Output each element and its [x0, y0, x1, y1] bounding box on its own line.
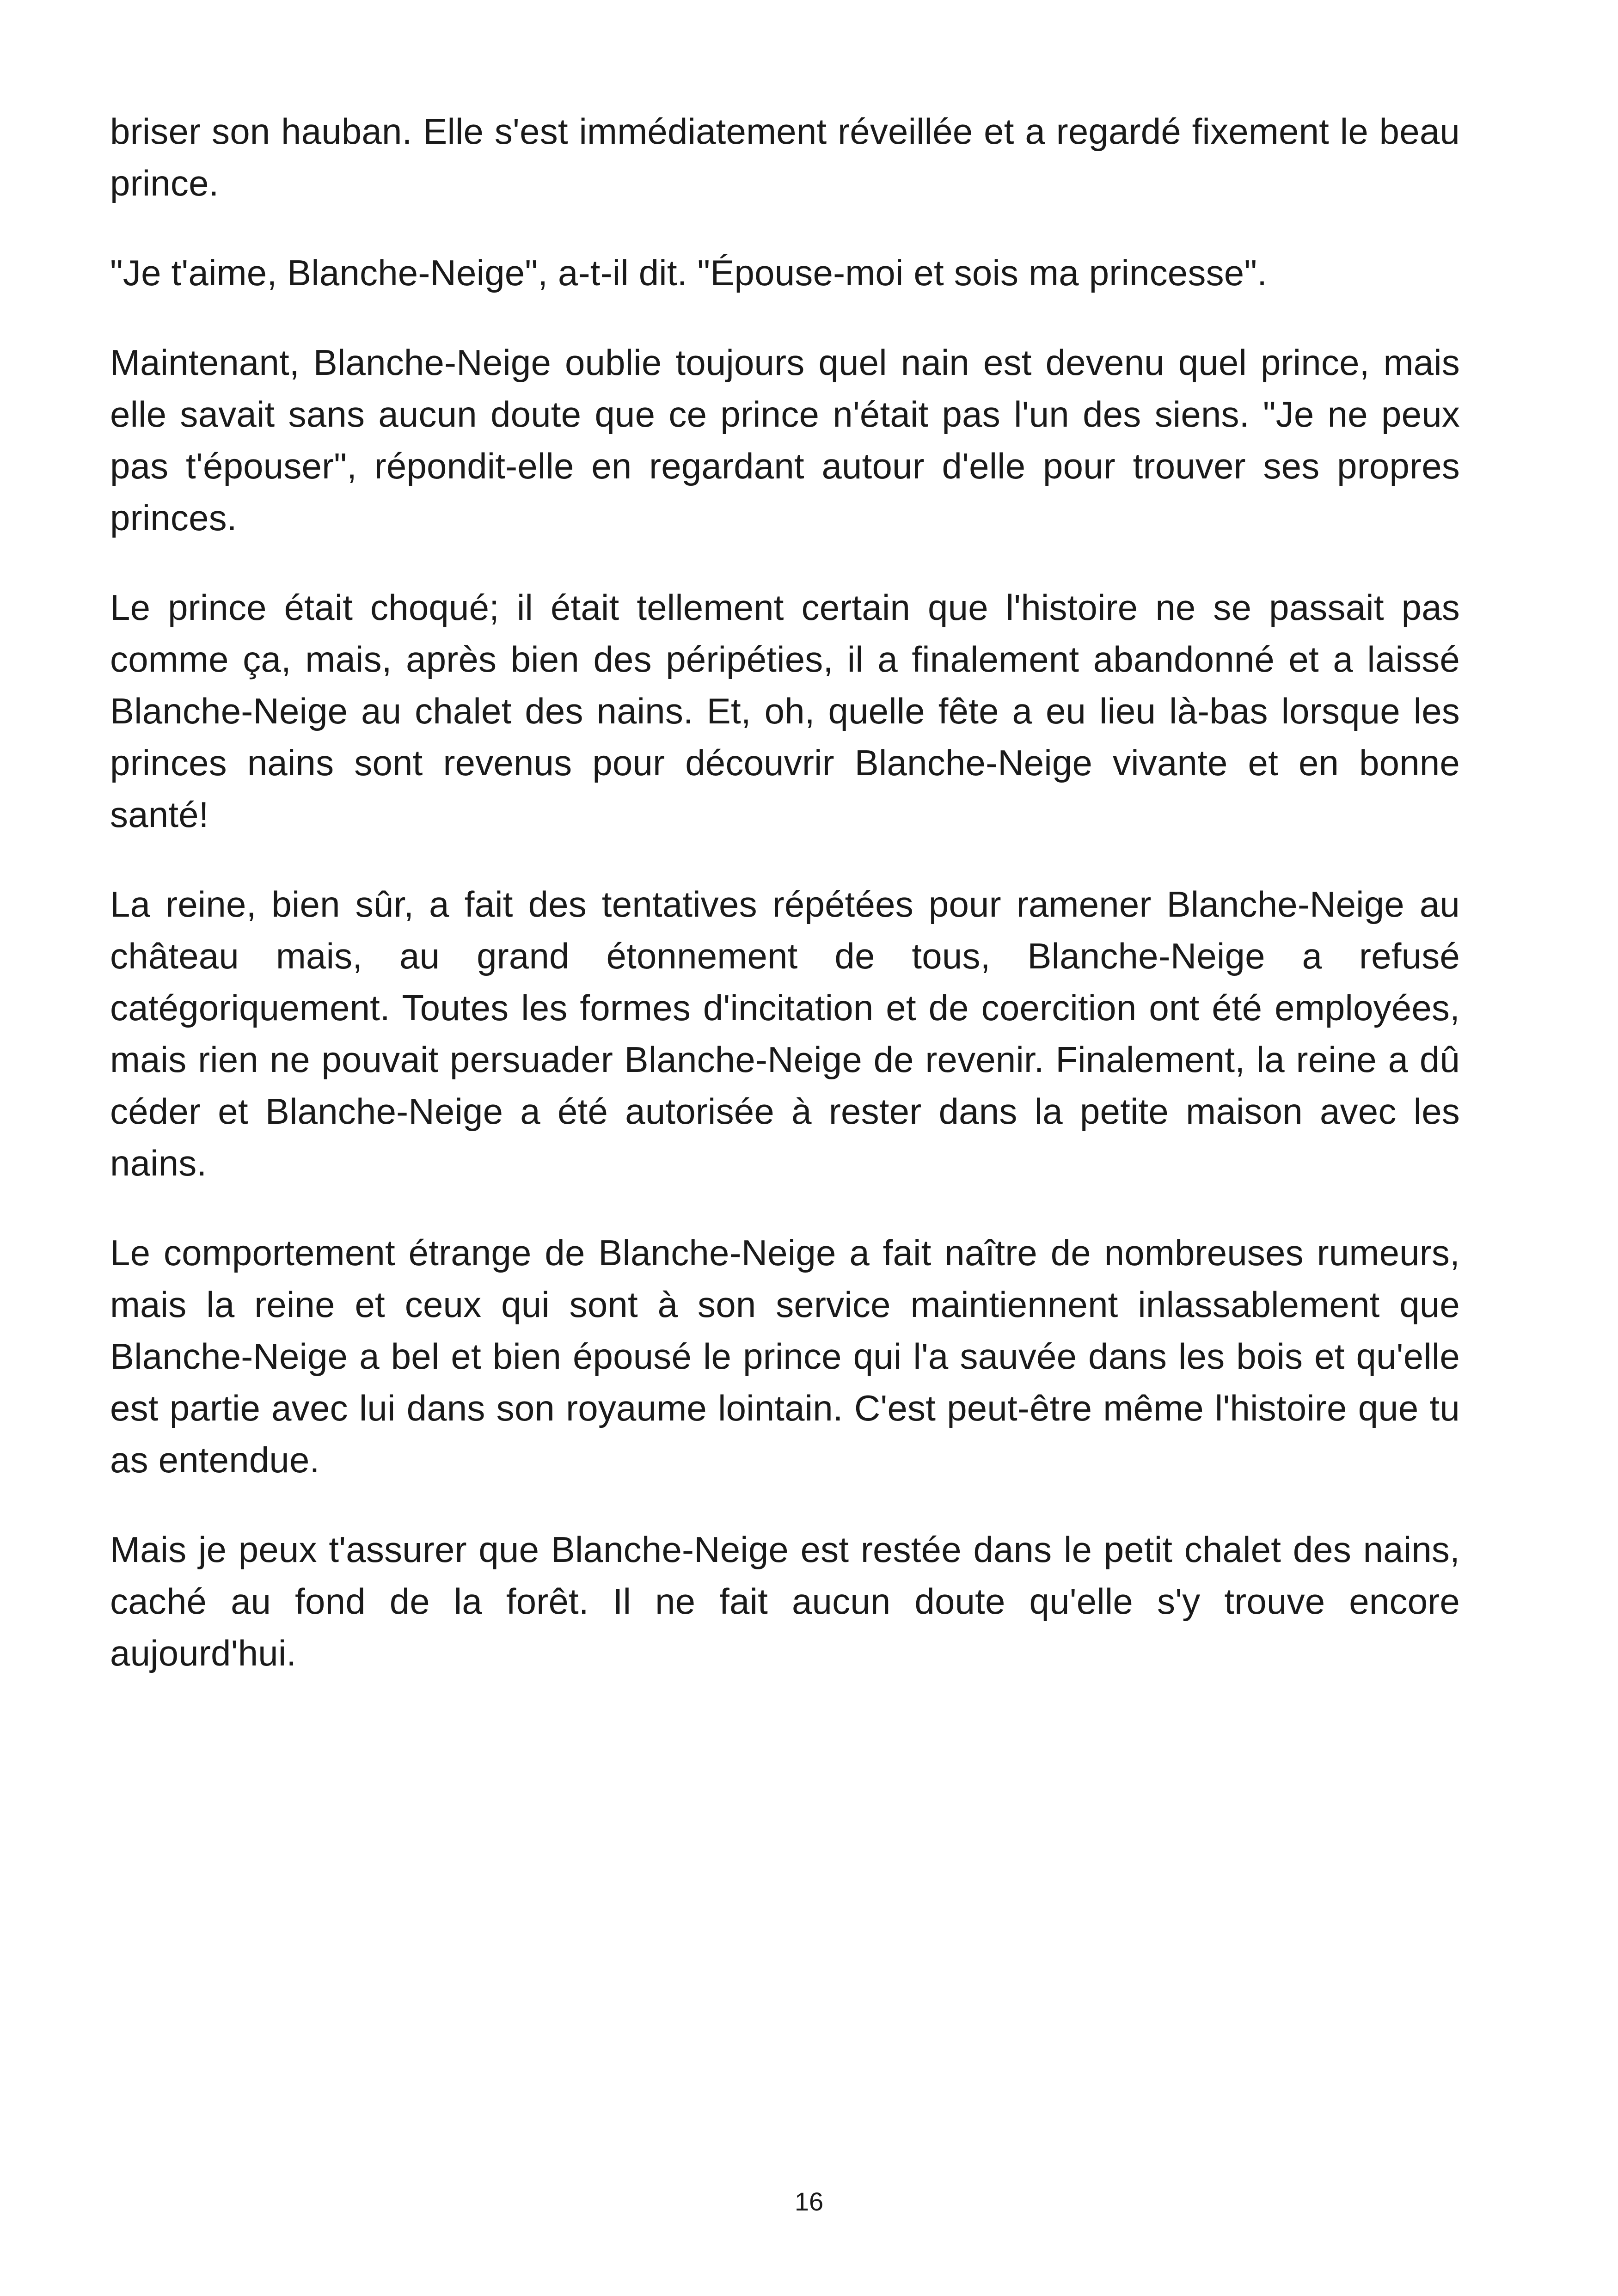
paragraph-7: Mais je peux t'assurer que Blanche-Neige est restée dans le petit chalet des nains, caché au fond de la forêt. Il ne fait aucun doute qu'elle s'y trouve encore aujourd'hui. — [110, 1529, 1460, 1673]
paragraph-4: Le prince était choqué; il était tellement certain que l'histoire ne se passait pas comme ça, mais, après bien des péripéties, il a finalement abandonné et a laissé Blanche-Neige au chalet des nains. Et, oh, quelle fête a eu lieu là-bas lorsque les princes nains sont revenus pour découvrir Blanche-Neige vivante et en bonne santé! — [110, 587, 1460, 835]
paragraph-3: Maintenant, Blanche-Neige oublie toujours quel nain est devenu quel prince, mais elle savait sans aucun doute que ce prince n'était pas l'un des siens. "Je ne peux pas t'épouser", répondit-elle en regardant autour d'elle pour trouver ses propres princes. — [110, 342, 1460, 538]
paragraph-1: briser son hauban. Elle s'est immédiatement réveillée et a regardé fixement le beau prince. — [110, 111, 1460, 203]
paragraph-5: La reine, bien sûr, a fait des tentatives répétées pour ramener Blanche-Neige au château mais, au grand étonnement de tous, Blanche-Neige a refusé catégoriquement. Toutes les formes d'incitation et de coercition ont été employées, mais rien ne pouvait persuader Blanche-Neige de revenir. Finalement, la reine a dû céder et Blanche-Neige a été autorisée à rester dans la petite maison avec les nains. — [110, 884, 1460, 1183]
paragraph-2: "Je t'aime, Blanche-Neige", a-t-il dit. "Épouse-moi et sois ma princesse". — [110, 252, 1268, 293]
page-body — [110, 105, 1460, 1717]
paragraph-6: Le comportement étrange de Blanche-Neige a fait naître de nombreuses rumeurs, mais la reine et ceux qui sont à son service maintiennent inlassablement que Blanche-Neige a bel et bien épousé le prince qui l'a sauvée dans les bois et qu'elle est partie avec lui dans son royaume lointain. C'est peut-être même l'histoire que tu as entendue. — [110, 1232, 1460, 1480]
page-number: 16 — [794, 2187, 824, 2216]
